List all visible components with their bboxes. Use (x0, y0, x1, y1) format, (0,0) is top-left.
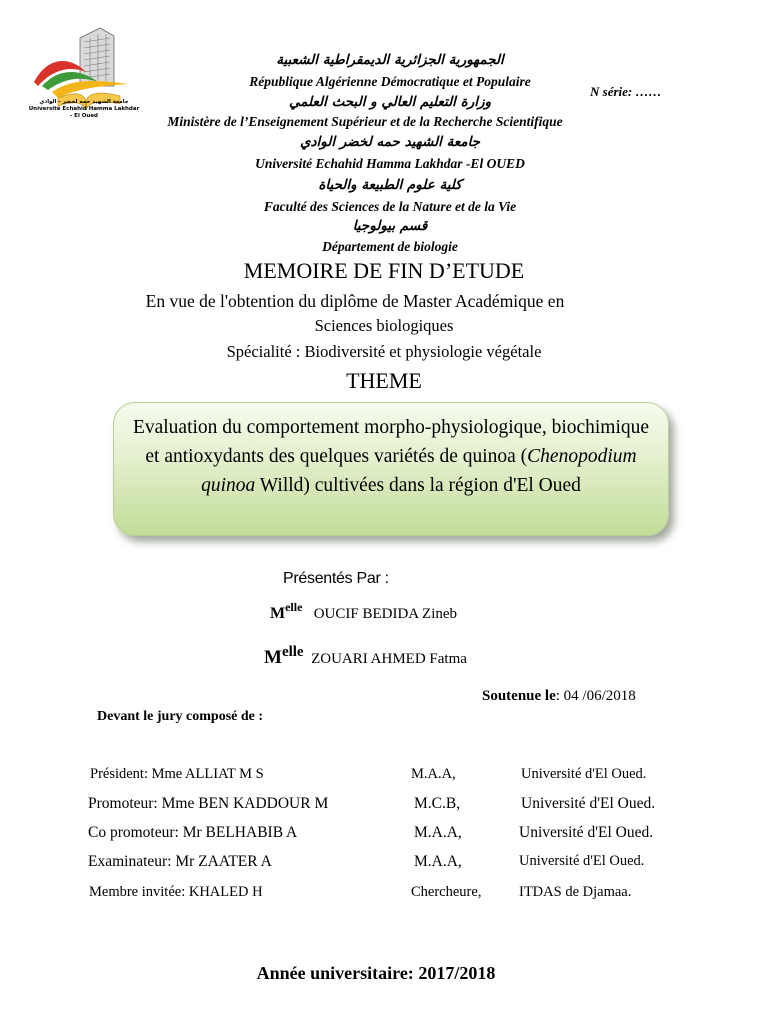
jury-institution: ITDAS de Djamaa. (519, 884, 632, 900)
theme-box (113, 402, 669, 536)
jury-institution: Université d'El Oued. (519, 853, 645, 869)
student-1 (270, 600, 457, 623)
specialty-label: Spécialité : (226, 342, 301, 361)
faculty-arabic: كلية علوم الطبيعة والحياة (318, 177, 462, 193)
defense-label: Soutenue le (482, 688, 556, 704)
logo-caption-french: Université Echahid Hamma Lakhdar - El Oued (28, 106, 140, 119)
academic-year-label: Année universitaire: (256, 963, 414, 983)
student-title-sup: elle (281, 644, 304, 660)
republic-arabic: الجمهورية الجزائرية الديمقراطية الشعبية (276, 52, 504, 68)
jury-row (0, 766, 768, 788)
defense-date (482, 688, 636, 705)
jury-role: Membre invitée: KHALED H (89, 884, 263, 900)
specialty-value: Biodiversité et physiologie végétale (304, 342, 542, 361)
academic-year (0, 963, 752, 984)
jury-label: Devant le jury composé de : (97, 709, 264, 724)
student-title-sup: elle (285, 600, 303, 614)
university-french: Université Echahid Hamma Lakhdar -El OUED (255, 156, 525, 171)
jury-grade: Chercheure, (411, 884, 482, 900)
jury-row (0, 795, 768, 817)
academic-year-value: 2017/2018 (418, 963, 496, 983)
student-name: ZOUARI AHMED Fatma (311, 651, 467, 667)
faculty-french: Faculté des Sciences de la Nature et de la Vie (263, 199, 517, 214)
species-name: Chenopodium quinoa (201, 446, 637, 496)
field-line: Sciences biologiques (314, 316, 454, 335)
logo-caption-arabic: جامعة الشهيد حمه لخضر - الوادي (39, 99, 129, 105)
serie-number: N série: …… (590, 84, 662, 99)
jury-role: Promoteur: Mme BEN KADDOUR M (88, 795, 329, 812)
jury-role: Co promoteur: Mr BELHABIB A (88, 824, 298, 841)
student-title: M (270, 605, 286, 622)
jury-institution: Université d'El Oued. (521, 766, 647, 782)
defense-date-value: : 04 /06/2018 (555, 688, 636, 704)
department-arabic: قسم بيولوجيا (352, 218, 428, 234)
jury-grade: M.A.A, (411, 766, 456, 782)
jury-role: Examinateur: Mr ZAATER A (88, 853, 272, 870)
jury-row (0, 853, 768, 875)
jury-grade: M.C.B, (414, 795, 461, 812)
jury-row (0, 824, 768, 846)
diploma-line: En vue de l'obtention du diplôme de Master Académique en (145, 291, 565, 311)
ministry-arabic: وزارة التعليم العالي و البحث العلمي (288, 94, 492, 110)
republic-french: République Algérienne Démocratique et Populaire (249, 74, 531, 89)
jury-role: Président: Mme ALLIAT M S (90, 766, 264, 782)
university-arabic: جامعة الشهيد حمه لخضر الوادي (299, 134, 481, 150)
presenters-label: Présentés Par : (283, 570, 389, 587)
jury-institution: Université d'El Oued. (519, 824, 654, 841)
memoire-title: MEMOIRE DE FIN D’ETUDE (243, 258, 525, 283)
student-2 (264, 644, 467, 669)
department-french: Département de biologie (322, 239, 458, 254)
theme-text (128, 413, 654, 500)
jury-grade: M.A.A, (414, 853, 462, 870)
jury-institution: Université d'El Oued. (521, 795, 656, 812)
theme-heading: THEME (346, 368, 422, 393)
theme-text-before: Evaluation du comportement morpho-physiologique, biochimique et antioxydants des quelques variétés de quinoa ( (132, 417, 650, 467)
jury-grade: M.A.A, (414, 824, 462, 841)
ministry-french: Ministère de l’Enseignement Supérieur et de la Recherche Scientifique (167, 114, 563, 129)
theme-text-after: Willd) cultivées dans la région d'El Oued (255, 475, 581, 496)
jury-row (0, 884, 768, 906)
student-name: OUCIF BEDIDA Zineb (313, 606, 458, 622)
student-title: M (264, 647, 282, 668)
specialty-line (0, 342, 768, 362)
